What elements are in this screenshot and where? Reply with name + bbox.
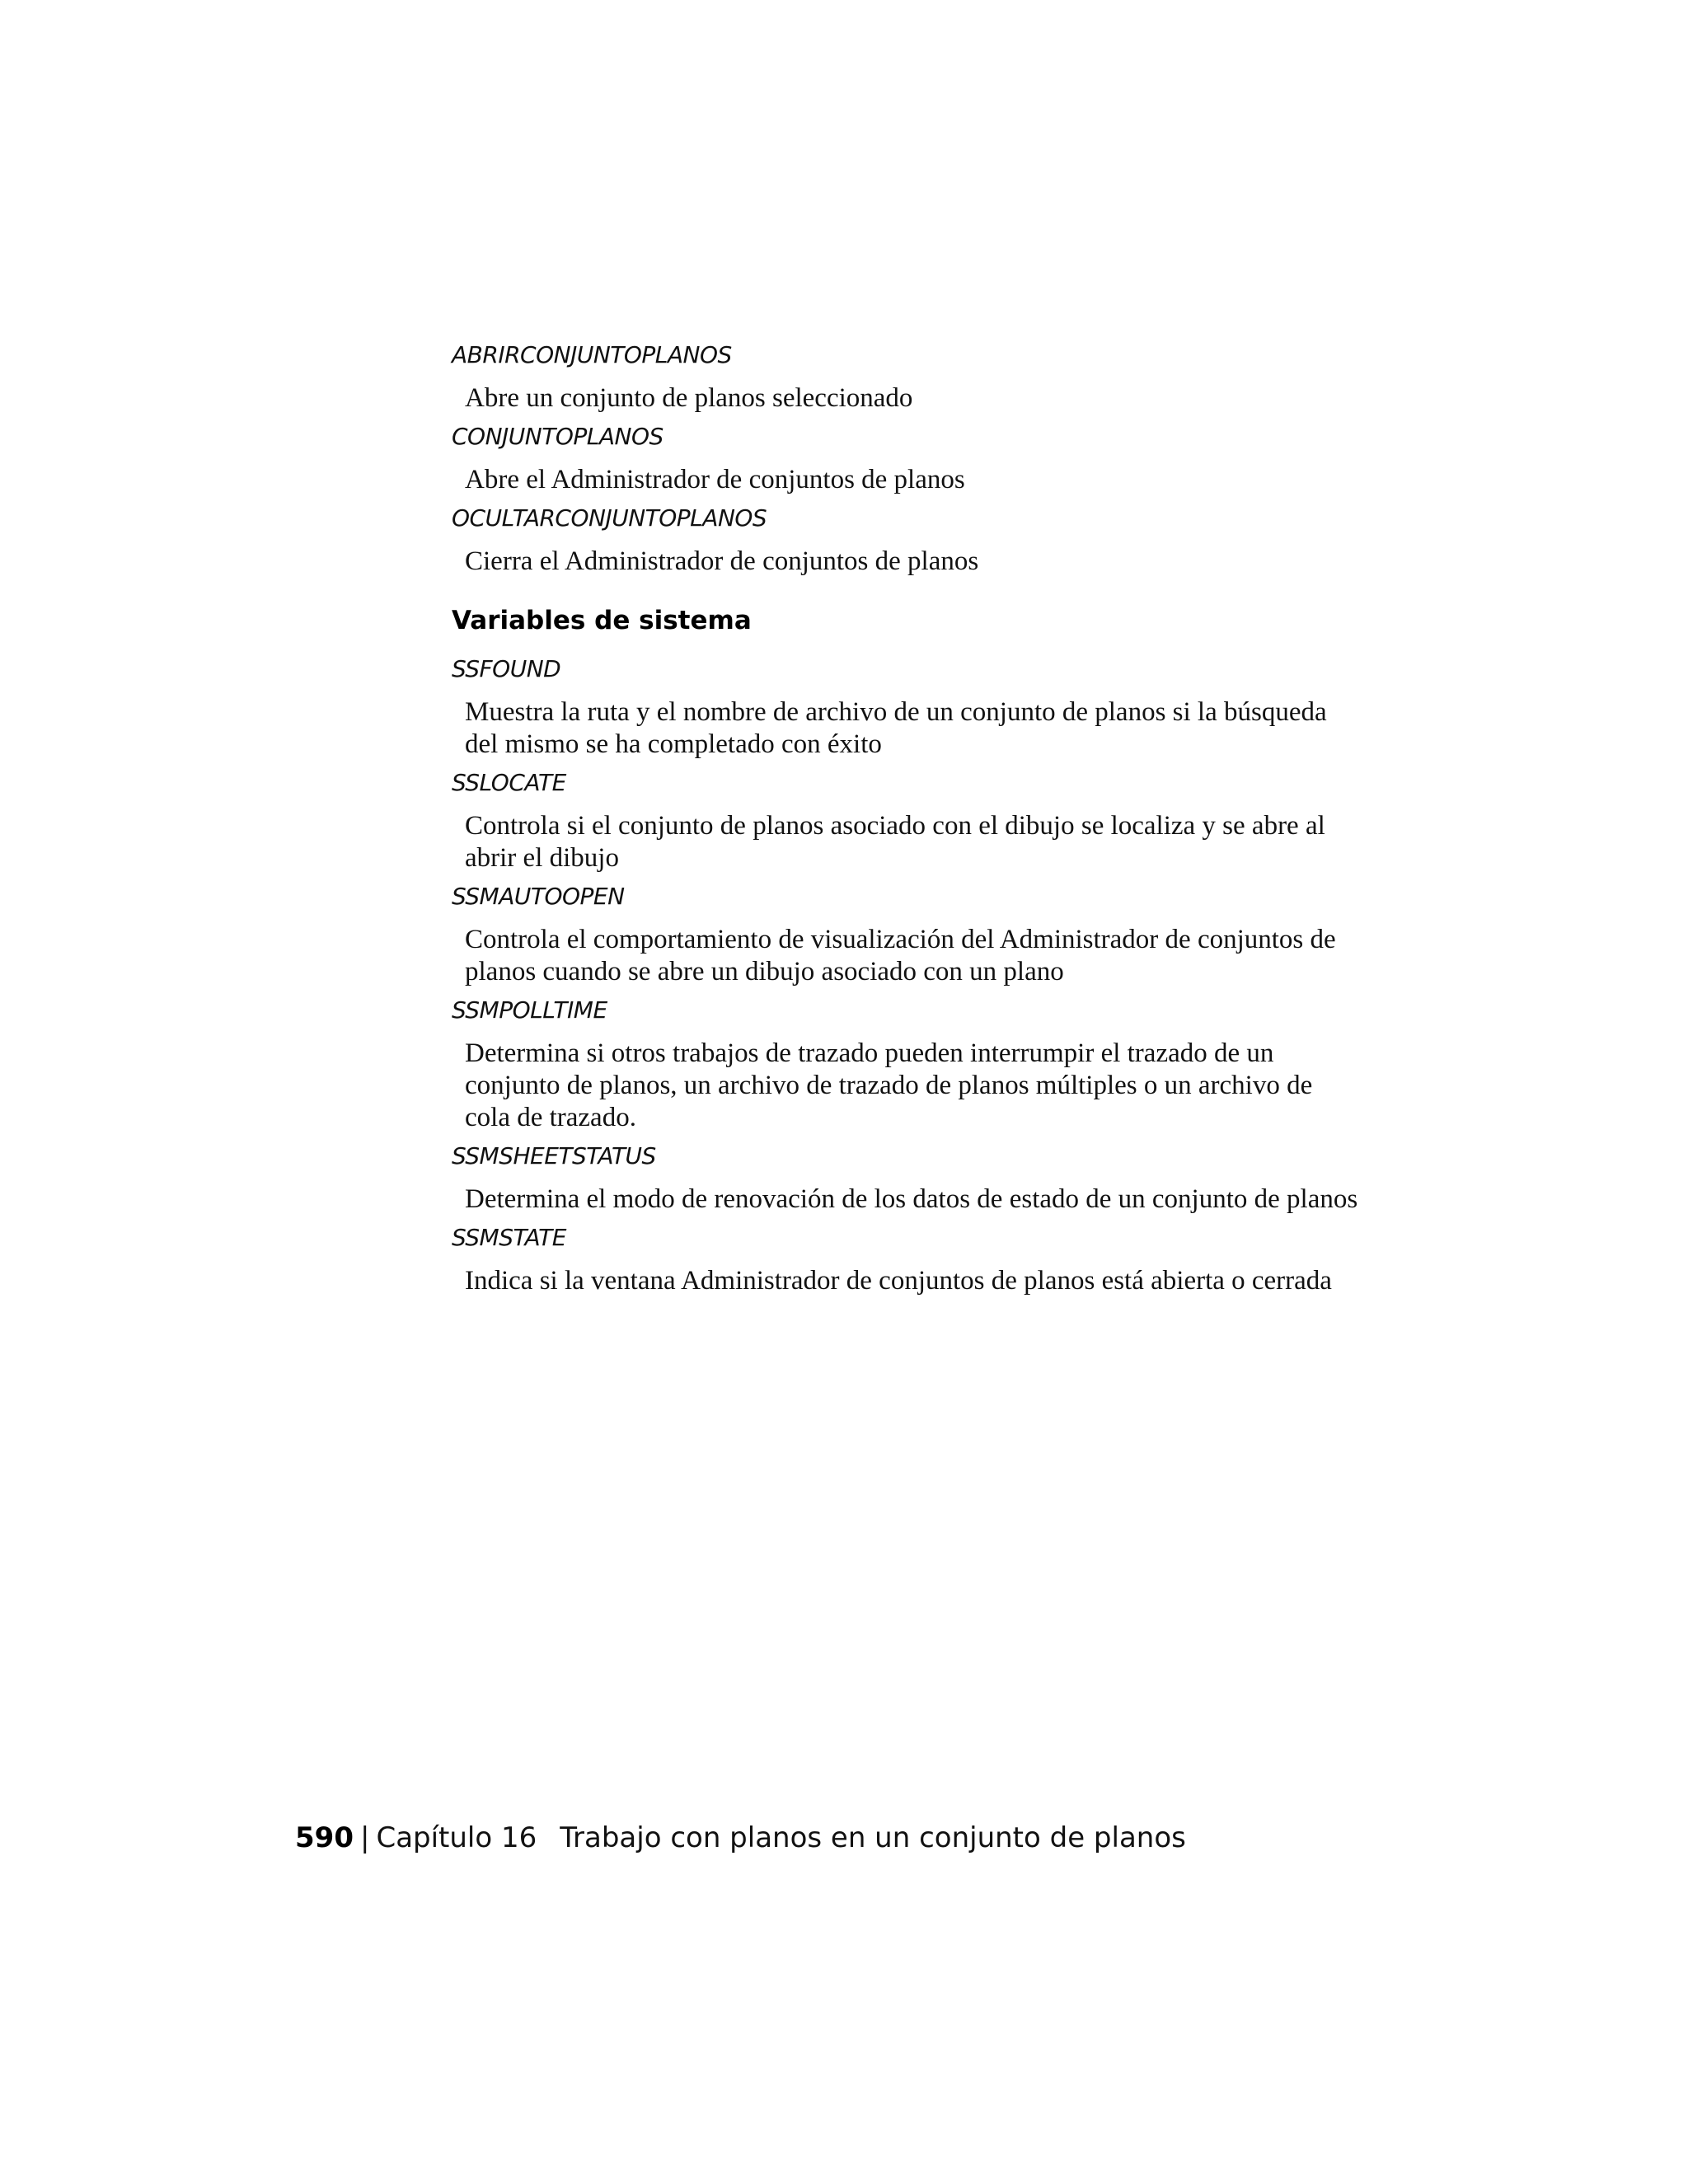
system-variable-entry <box>452 654 1358 761</box>
section-heading: Variables de sistema <box>452 606 752 635</box>
command-entry <box>452 340 1358 415</box>
variable-description: Determina si otros trabajos de trazado pueden interrumpir el trazado de un conjunto de planos, un archivo de trazado de planos múltiples o un archivo de cola de trazado. <box>465 1038 1313 1132</box>
system-variable-entry <box>452 995 1358 1134</box>
command-term: OCULTARCONJUNTOPLANOS <box>452 504 767 532</box>
command-list <box>452 340 1358 578</box>
chapter-label: Capítulo 16 <box>376 1821 537 1854</box>
command-description: Cierra el Administrador de conjuntos de planos <box>465 546 979 576</box>
variable-term: SSFOUND <box>452 655 561 682</box>
command-description: Abre el Administrador de conjuntos de planos <box>465 465 965 494</box>
command-description: Abre un conjunto de planos seleccionado <box>465 383 913 413</box>
variable-description: Controla el comportamiento de visualización del Administrador de conjuntos de planos cuando se abre un dibujo asociado con un plano <box>465 925 1336 987</box>
command-term: CONJUNTOPLANOS <box>452 423 663 450</box>
system-variable-entry <box>452 881 1358 988</box>
variable-description: Indica si la ventana Administrador de conjuntos de planos está abierta o cerrada <box>465 1266 1332 1296</box>
variable-description: Muestra la ruta y el nombre de archivo de un conjunto de planos si la búsqueda del mismo se ha completado con éxito <box>465 697 1327 759</box>
command-entry <box>452 421 1358 496</box>
command-term: ABRIRCONJUNTOPLANOS <box>452 341 732 368</box>
chapter-title: Trabajo con planos en un conjunto de planos <box>560 1821 1186 1854</box>
variable-description: Controla si el conjunto de planos asociado con el dibujo se localiza y se abre al abrir el dibujo <box>465 811 1325 873</box>
system-variable-entry <box>452 1222 1358 1297</box>
variable-term: SSMAUTOOPEN <box>452 883 625 910</box>
page-content <box>452 340 1358 1304</box>
system-variable-entry <box>452 767 1358 874</box>
page-number: 590 <box>295 1821 354 1854</box>
page-footer <box>295 1820 1186 1856</box>
variable-term: SSMPOLLTIME <box>452 996 607 1024</box>
system-variable-list <box>452 654 1358 1297</box>
system-variable-entry <box>452 1141 1358 1216</box>
variable-term: SSMSHEETSTATUS <box>452 1142 656 1169</box>
variable-description: Determina el modo de renovación de los datos de estado de un conjunto de planos <box>465 1184 1358 1214</box>
command-entry <box>452 503 1358 578</box>
footer-separator: | <box>359 1821 370 1854</box>
variable-term: SSMSTATE <box>452 1224 566 1251</box>
variable-term: SSLOCATE <box>452 769 566 796</box>
